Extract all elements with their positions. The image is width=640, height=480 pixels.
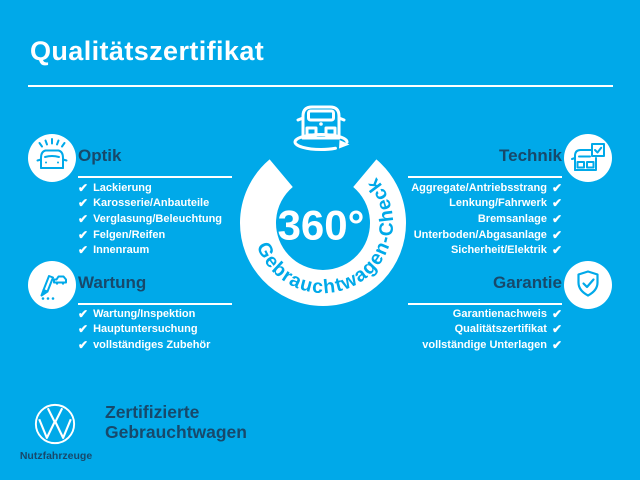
item-label: Verglasung/Beleuchtung xyxy=(93,212,223,225)
garantie-icon-badge xyxy=(564,261,612,309)
check-icon: ✔ xyxy=(551,243,562,258)
check-icon: ✔ xyxy=(551,196,562,211)
vw-logo xyxy=(33,402,77,446)
item-label: vollständige Unterlagen xyxy=(422,338,547,351)
item-label: Unterboden/Abgasanlage xyxy=(413,228,547,241)
page-title: Qualitätszertifikat xyxy=(30,36,265,66)
item-label: Bremsanlage xyxy=(477,212,547,225)
check-icon: ✔ xyxy=(78,322,89,337)
certified-used-cars-text xyxy=(105,402,247,442)
optik-icon-badge xyxy=(28,134,76,182)
item-label: Karosserie/Anbauteile xyxy=(93,197,210,210)
checklist-item xyxy=(78,337,308,353)
brand-label: Nutzfahrzeuge xyxy=(19,450,93,462)
section-title-garantie: Garantie xyxy=(408,273,562,305)
check-icon: ✔ xyxy=(551,337,562,352)
check-icon: ✔ xyxy=(78,227,89,242)
car-360-rotation-icon xyxy=(295,107,350,150)
check-icon: ✔ xyxy=(551,322,562,337)
section-title-technik: Technik xyxy=(408,146,562,178)
item-label: Qualitätszertifikat xyxy=(454,323,547,336)
check-icon: ✔ xyxy=(551,306,562,321)
center-360-badge xyxy=(219,101,423,327)
item-label: vollständiges Zubehör xyxy=(93,338,211,351)
service-pencil-icon xyxy=(28,261,76,309)
check-icon: ✔ xyxy=(78,243,89,258)
section-title-wartung: Wartung xyxy=(78,273,232,305)
cert-line-1: Zertifizierte xyxy=(105,402,200,422)
item-label: Innenraum xyxy=(93,244,150,257)
check-icon: ✔ xyxy=(551,211,562,226)
title-divider xyxy=(28,85,613,87)
item-label: Wartung/Inspektion xyxy=(93,307,196,320)
item-label: Sicherheit/Elektrik xyxy=(450,244,547,257)
ring-label: Gebrauchtwagen-Check xyxy=(251,173,399,299)
checklist-item xyxy=(332,337,562,353)
check-icon: ✔ xyxy=(78,180,89,195)
shield-check-icon xyxy=(564,261,612,309)
check-icon: ✔ xyxy=(551,180,562,195)
item-label: Hauptuntersuchung xyxy=(93,323,198,336)
check-icon: ✔ xyxy=(78,196,89,211)
car-checklist-icon xyxy=(564,134,612,182)
check-icon: ✔ xyxy=(78,211,89,226)
item-label: Felgen/Reifen xyxy=(93,228,166,241)
item-label: Aggregate/Antriebsstrang xyxy=(411,181,547,194)
item-label: Garantienachweis xyxy=(452,307,547,320)
car-shine-icon xyxy=(28,134,76,182)
check-icon: ✔ xyxy=(78,337,89,352)
check-icon: ✔ xyxy=(78,306,89,321)
section-title-optik: Optik xyxy=(78,146,232,178)
cert-line-2: Gebrauchtwagen xyxy=(105,422,247,442)
wartung-icon-badge xyxy=(28,261,76,309)
check-icon: ✔ xyxy=(551,227,562,242)
item-label: Lackierung xyxy=(93,181,152,194)
degrees-text: 360° xyxy=(277,201,365,249)
item-label: Lenkung/Fahrwerk xyxy=(449,197,547,210)
technik-icon-badge xyxy=(564,134,612,182)
